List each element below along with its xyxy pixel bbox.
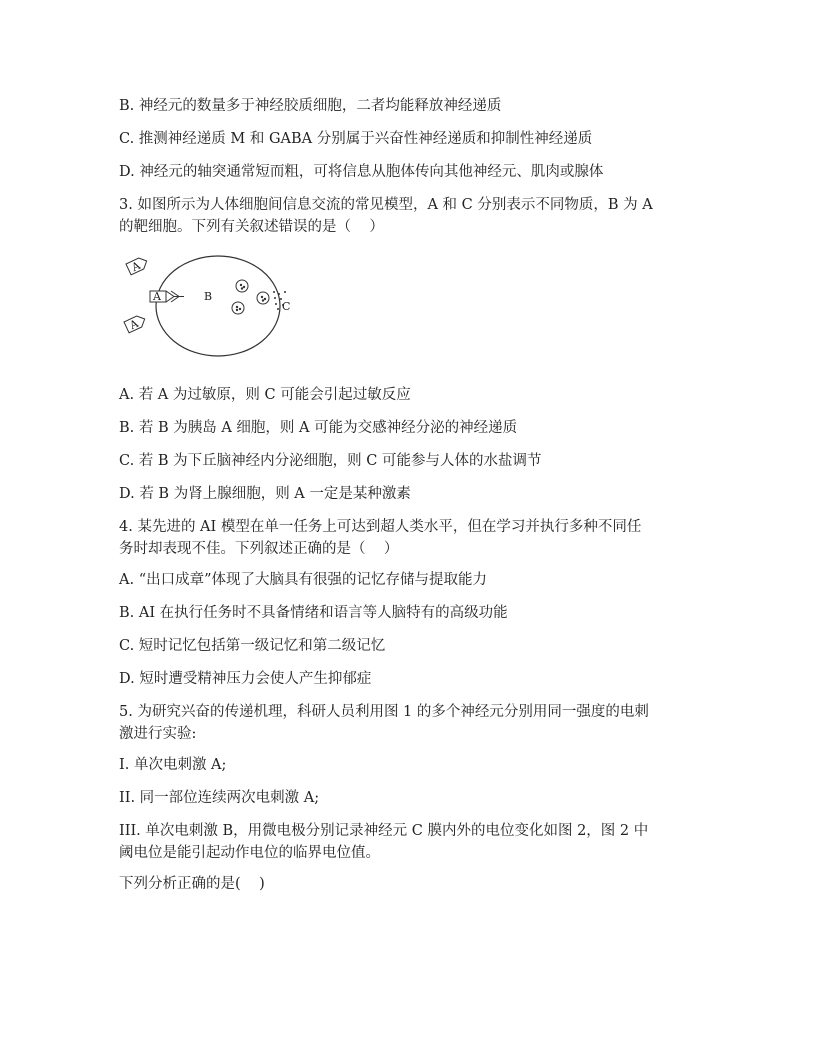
q4-option-a: A. “出口成章”体现了大脑具有很强的记忆存储与提取能力 [119,572,488,588]
q5-stem-line-1: 5. 为研究兴奋的传递机理，科研人员利用图 1 的多个神经元分别用同一强度的电刺 [119,704,649,720]
q3-option-b: B. 若 B 为胰岛 A 细胞，则 A 可能为交感神经分泌的神经递质 [119,420,518,436]
label-c: C [282,300,291,313]
q3-option-d: D. 若 B 为肾上腺细胞，则 A 一定是某种激素 [119,486,411,502]
vesicle-1 [236,280,248,292]
q5-step-3-line-1: III. 单次电刺激 B，用微电极分别记录神经元 C 膜内外的电位变化如图 2，图 2 中 [119,823,649,839]
target-cell-b [156,256,280,356]
q5-step-3-line-2: 阈电位是能引起动作电位的临界电位值。 [119,845,380,861]
q4-option-c: C. 短时记忆包括第一级记忆和第二级记忆 [119,638,386,654]
receptor-with-a [150,290,184,303]
q3-option-a: A. 若 A 为过敏原，则 C 可能会引起过敏反应 [119,387,411,403]
cell-signaling-figure [118,252,308,364]
q4-option-d: D. 短时遭受精神压力会使人产生抑郁症 [119,671,372,687]
molecule-a-bottom [124,314,148,334]
svg-text:A: A [129,258,143,275]
q5-step-1: I. 单次电刺激 A; [119,757,227,773]
q4-stem-line-2: 务时却表现不佳。下列叙述正确的是（ ） [119,541,399,557]
q3-stem-line-2: 的靶细胞。下列有关叙述错误的是（ ） [119,219,384,235]
q5-stem-line-2: 激进行实验: [119,726,197,742]
q4-stem-line-1: 4. 某先进的 AI 模型在单一任务上可达到超人类水平，但在学习并执行多种不同任 [119,519,642,535]
q5-question: 下列分析正确的是( ) [119,876,265,892]
label-b: B [204,290,213,303]
molecule-a-top [126,256,150,276]
q2-option-c: C. 推测神经递质 M 和 GABA 分别属于兴奋性神经递质和抑制性神经递质 [119,131,593,147]
q3-option-c: C. 若 B 为下丘脑神经内分泌细胞，则 C 可能参与人体的水盐调节 [119,453,542,469]
svg-text:A: A [127,316,141,333]
vesicle-3 [257,292,269,304]
cell-signaling-diagram [118,252,308,364]
q2-option-b: B. 神经元的数量多于神经胶质细胞，二者均能释放神经递质 [119,98,502,114]
q5-step-2: II. 同一部位连续两次电刺激 A; [119,790,320,806]
vesicle-2 [232,302,244,314]
q2-option-d: D. 神经元的轴突通常短而粗，可将信息从胞体传向其他神经元、肌肉或腺体 [119,164,604,180]
q3-stem-line-1: 3. 如图所示为人体细胞间信息交流的常见模型，A 和 C 分别表示不同物质，B 为 A [119,197,653,213]
q4-option-b: B. AI 在执行任务时不具备情绪和语言等人脑特有的高级功能 [119,605,508,621]
svg-text:A: A [153,290,161,303]
